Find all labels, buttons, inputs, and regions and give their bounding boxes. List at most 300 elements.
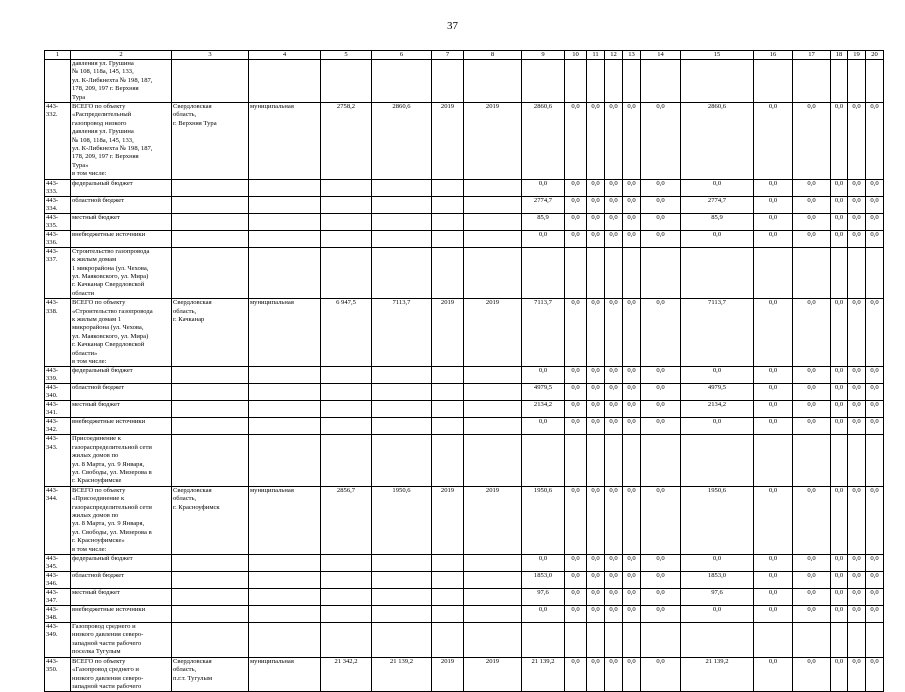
table-cell [565,60,587,103]
table-cell: 0,0 [587,230,605,247]
table-cell [249,196,321,213]
table-cell: муниципальная [249,103,321,180]
row-name-cell: областной бюджет [71,572,172,589]
table-cell: 0,0 [641,606,681,623]
table-cell: 0,0 [848,401,866,418]
table-cell: 0,0 [623,196,641,213]
table-cell: Свердловская область, п.г.т. Тугулым [172,657,249,692]
column-header: 14 [641,51,681,60]
table-cell: 0,0 [623,572,641,589]
table-cell: 2019 [464,486,522,554]
table-row [45,657,884,692]
table-cell: 0,0 [522,555,565,572]
table-cell: 0,0 [587,384,605,401]
table-cell: 0,0 [565,299,587,367]
table-cell: 0,0 [793,555,831,572]
table-cell: 0,0 [641,367,681,384]
table-row [45,606,884,623]
table-cell [641,247,681,298]
row-code-cell: 443-344. [45,486,71,554]
table-cell: 0,0 [623,179,641,196]
table-cell: 0,0 [605,401,623,418]
table-cell: Свердловская область, г. Качканар [172,299,249,367]
table-cell: 0,0 [754,299,793,367]
table-cell: 0,0 [522,606,565,623]
table-cell: 0,0 [754,213,793,230]
table-cell: 0,0 [754,486,793,554]
table-cell: 2134,2 [681,401,754,418]
table-cell: 2758,2 [321,103,372,180]
table-cell: 0,0 [605,196,623,213]
table-cell: 2019 [432,486,464,554]
row-name-cell: Газопровод среднего и низкого давления северо- западной части рабочего поселка Тугулым [71,623,172,658]
table-cell [522,247,565,298]
table-cell [321,572,372,589]
row-code-cell: 443-350. [45,657,71,692]
table-cell: 0,0 [848,572,866,589]
table-cell [605,247,623,298]
column-header: 5 [321,51,372,60]
table-cell: 0,0 [605,657,623,692]
table-cell: 0,0 [848,179,866,196]
table-cell [249,230,321,247]
table-cell [587,60,605,103]
table-cell: 7113,7 [372,299,432,367]
table-cell [866,435,884,486]
column-header: 11 [587,51,605,60]
table-cell [249,418,321,435]
table-cell [249,179,321,196]
table-cell: 2774,7 [522,196,565,213]
table-cell: 0,0 [831,103,848,180]
table-cell: 0,0 [866,213,884,230]
table-cell: 0,0 [831,572,848,589]
table-cell: 0,0 [831,486,848,554]
table-cell: 0,0 [681,606,754,623]
table-cell: 0,0 [605,418,623,435]
table-cell: 2134,2 [522,401,565,418]
table-cell: 2860,6 [681,103,754,180]
table-cell: 0,0 [605,213,623,230]
table-cell [372,213,432,230]
table-cell [848,435,866,486]
table-cell: 6 947,5 [321,299,372,367]
row-code-cell: 443-333. [45,179,71,196]
table-cell: 0,0 [641,179,681,196]
table-cell: 0,0 [641,555,681,572]
table-cell: 0,0 [831,196,848,213]
table-row [45,555,884,572]
row-name-cell: ВСЕГО по объекту «Строительство газопровода к жилым домам 1 микрорайона (ул. Чехова, ул. Маяковского, ул. Мира) г. Качканар Свердловской области» в том числе: [71,299,172,367]
table-cell: 0,0 [848,230,866,247]
table-cell [172,418,249,435]
table-cell: 0,0 [587,213,605,230]
table-cell: 0,0 [866,299,884,367]
table-cell [372,435,432,486]
table-cell [372,230,432,247]
table-cell: 2019 [432,299,464,367]
table-cell [793,60,831,103]
row-code-cell: 443-334. [45,196,71,213]
table-cell [372,418,432,435]
table-cell: 0,0 [565,606,587,623]
table-cell [605,60,623,103]
row-code-cell: 443-339. [45,367,71,384]
table-cell [321,213,372,230]
row-code-cell: 443-342. [45,418,71,435]
table-cell: 0,0 [587,555,605,572]
table-cell [321,179,372,196]
table-cell: 2019 [464,657,522,692]
table-cell: 2019 [464,299,522,367]
table-cell: 1950,6 [681,486,754,554]
table-cell: 0,0 [866,418,884,435]
table-cell: 0,0 [793,103,831,180]
table-cell: 0,0 [623,401,641,418]
table-cell [432,555,464,572]
row-code-cell: 443-336. [45,230,71,247]
table-cell [754,435,793,486]
table-cell: 0,0 [623,367,641,384]
table-cell [587,247,605,298]
table-cell: 0,0 [565,367,587,384]
table-cell: 0,0 [565,589,587,606]
table-cell: 7113,7 [522,299,565,367]
table-cell [172,196,249,213]
column-header: 4 [249,51,321,60]
table-cell [249,384,321,401]
column-header: 9 [522,51,565,60]
table-cell: 0,0 [641,384,681,401]
table-cell: 0,0 [866,555,884,572]
table-cell [432,384,464,401]
table-cell [432,230,464,247]
table-cell: 0,0 [605,384,623,401]
table-cell: 0,0 [641,589,681,606]
table-cell: 0,0 [587,418,605,435]
table-cell: 0,0 [848,367,866,384]
table-cell: 0,0 [754,230,793,247]
table-cell: 1853,0 [522,572,565,589]
table-cell: 0,0 [754,179,793,196]
table-cell [464,606,522,623]
table-cell [641,60,681,103]
table-cell [464,418,522,435]
table-cell: 0,0 [623,230,641,247]
row-code-cell: 443-346. [45,572,71,589]
table-cell: 0,0 [793,299,831,367]
table-cell: 0,0 [623,589,641,606]
table-cell [464,213,522,230]
table-cell [321,401,372,418]
table-row [45,418,884,435]
table-cell: 0,0 [848,384,866,401]
row-name-cell: федеральный бюджет [71,555,172,572]
row-name-cell: давления ул. Грушина № 108, 118а, 145, 133, ул. К-Либкнехта № 198, 187, 178, 209, 197 г. Верхняя Тура [71,60,172,103]
table-cell: 0,0 [754,606,793,623]
table-cell: 0,0 [623,418,641,435]
table-cell: 0,0 [605,179,623,196]
table-cell: 0,0 [866,606,884,623]
table-cell: 0,0 [831,589,848,606]
table-cell: 0,0 [866,401,884,418]
table-cell: Свердловская область, г. Верхняя Тура [172,103,249,180]
table-cell: 21 139,2 [681,657,754,692]
table-cell [172,606,249,623]
table-cell: 0,0 [793,572,831,589]
table-cell [372,247,432,298]
table-row [45,367,884,384]
table-cell: 4979,5 [522,384,565,401]
table-cell: 0,0 [587,196,605,213]
table-cell: 0,0 [866,179,884,196]
table-cell [464,589,522,606]
table-cell: 0,0 [605,299,623,367]
table-row [45,486,884,554]
table-cell: 1853,0 [681,572,754,589]
table-row [45,196,884,213]
table-cell [321,435,372,486]
table-cell: 0,0 [793,179,831,196]
row-name-cell: внебюджетные источники [71,230,172,247]
table-cell: 0,0 [831,367,848,384]
row-code-cell: 443-335. [45,213,71,230]
table-cell: 0,0 [623,213,641,230]
table-cell [464,572,522,589]
row-name-cell: Строительство газопровода к жилым домам 1 микрорайона (ул. Чехова, ул. Маяковского, ул. Мира) г. Качканар Свердловской области [71,247,172,298]
column-header: 10 [565,51,587,60]
table-cell: 2856,7 [321,486,372,554]
table-cell: 0,0 [565,418,587,435]
table-cell: 0,0 [522,418,565,435]
table-cell: 0,0 [848,213,866,230]
table-cell [249,572,321,589]
table-cell: 0,0 [623,486,641,554]
table-cell: 0,0 [522,179,565,196]
table-cell [432,179,464,196]
table-cell: 0,0 [641,657,681,692]
table-cell [464,555,522,572]
table-cell [321,367,372,384]
table-cell: 0,0 [793,230,831,247]
table-cell: 0,0 [565,384,587,401]
table-cell: 1950,6 [372,486,432,554]
table-cell: 0,0 [605,555,623,572]
table-cell: 0,0 [754,572,793,589]
table-cell: 0,0 [623,606,641,623]
table-row [45,179,884,196]
table-cell: 0,0 [641,103,681,180]
table-cell [249,401,321,418]
table-cell: 21 342,2 [321,657,372,692]
table-cell: 0,0 [831,384,848,401]
column-header: 15 [681,51,754,60]
table-cell: 0,0 [848,418,866,435]
table-cell [172,435,249,486]
table-cell: 0,0 [831,606,848,623]
column-header: 8 [464,51,522,60]
table-cell [464,367,522,384]
table-cell: 0,0 [641,213,681,230]
table-cell: 0,0 [793,213,831,230]
table-cell [432,418,464,435]
table-cell [249,213,321,230]
table-row [45,435,884,486]
table-cell: 0,0 [754,589,793,606]
table-cell [605,435,623,486]
column-header: 7 [432,51,464,60]
table-cell: 0,0 [605,230,623,247]
table-cell: 0,0 [587,606,605,623]
table-cell: 0,0 [848,103,866,180]
table-row [45,572,884,589]
table-cell [793,247,831,298]
table-cell: 0,0 [681,555,754,572]
table-cell [172,60,249,103]
investment-table [44,50,884,692]
table-cell: 21 139,2 [372,657,432,692]
table-cell: 0,0 [587,572,605,589]
table-cell [372,589,432,606]
table-cell: 0,0 [641,230,681,247]
row-name-cell: внебюджетные источники [71,606,172,623]
table-cell [432,589,464,606]
table-cell [464,401,522,418]
table-cell: муниципальная [249,299,321,367]
table-cell [565,435,587,486]
table-cell [172,555,249,572]
table-cell: 0,0 [866,367,884,384]
table-cell [681,60,754,103]
table-cell: 0,0 [623,555,641,572]
table-cell: 0,0 [793,589,831,606]
table-cell [793,435,831,486]
table-cell: 97,6 [681,589,754,606]
table-cell: 0,0 [866,657,884,692]
table-cell [522,60,565,103]
row-code-cell: 443-341. [45,401,71,418]
table-row [45,103,884,180]
table-cell: 0,0 [793,657,831,692]
table-cell: 0,0 [831,299,848,367]
table-cell: 0,0 [848,486,866,554]
table-cell [432,435,464,486]
table-cell: 0,0 [793,384,831,401]
row-code-cell: 443-340. [45,384,71,401]
table-cell [172,401,249,418]
row-code-cell: 443-348. [45,606,71,623]
table-cell [587,435,605,486]
table-cell [464,435,522,486]
column-header: 18 [831,51,848,60]
table-cell: 0,0 [641,196,681,213]
table-cell [831,247,848,298]
table-cell: 0,0 [831,213,848,230]
column-header: 19 [848,51,866,60]
table-cell [464,230,522,247]
row-name-cell: Присоединение к газораспределительной сети жилых домов по ул. 8 Марта, ул. 9 Января, ул. Свободы, ул. Мизерова в г. Красноуфимске [71,435,172,486]
table-cell: 0,0 [848,555,866,572]
table-cell [172,589,249,606]
row-code-cell: 443-338. [45,299,71,367]
table-cell [249,367,321,384]
table-row [45,230,884,247]
table-cell: 0,0 [793,418,831,435]
row-code-cell: 443-337. [45,247,71,298]
table-cell: 0,0 [605,589,623,606]
table-cell [172,247,249,298]
table-cell [372,60,432,103]
table-cell: 0,0 [587,179,605,196]
table-cell: 0,0 [866,196,884,213]
table-cell: 2774,7 [681,196,754,213]
column-header: 20 [866,51,884,60]
table-cell: 0,0 [623,103,641,180]
table-cell [372,572,432,589]
table-cell: 0,0 [754,367,793,384]
table-cell: 0,0 [831,555,848,572]
table-cell: 2860,6 [522,103,565,180]
table-cell: 0,0 [587,486,605,554]
table-cell: 0,0 [641,486,681,554]
table-cell [432,213,464,230]
row-name-cell: областной бюджет [71,384,172,401]
table-cell: 0,0 [754,418,793,435]
table-cell: 0,0 [793,196,831,213]
column-header: 2 [71,51,172,60]
table-cell: 0,0 [605,606,623,623]
table-cell: 0,0 [831,657,848,692]
row-name-cell: областной бюджет [71,196,172,213]
row-name-cell: федеральный бюджет [71,179,172,196]
table-cell: 0,0 [754,555,793,572]
table-cell: 0,0 [587,657,605,692]
row-name-cell: ВСЕГО по объекту «Газопровод среднего и низкого давления северо- западной части рабочего [71,657,172,692]
table-cell: 0,0 [793,606,831,623]
table-cell: 0,0 [587,589,605,606]
table-cell: 0,0 [565,196,587,213]
column-header: 12 [605,51,623,60]
table-cell: 0,0 [641,418,681,435]
table-cell [249,606,321,623]
table-cell: 85,9 [522,213,565,230]
table-cell: 2019 [432,657,464,692]
table-cell: 1950,6 [522,486,565,554]
table-cell: 0,0 [565,230,587,247]
table-cell [432,196,464,213]
header-row [45,51,884,60]
row-name-cell: ВСЕГО по объекту «Присоединение к газораспределительной сети жилых домов по ул. 8 Марта, ул. 9 Января, ул. Свободы, ул. Мизерова в г. Красноуфимске» в том числе: [71,486,172,554]
table-cell [249,589,321,606]
table-cell: 2860,6 [372,103,432,180]
table-cell: 0,0 [866,384,884,401]
row-name-cell: местный бюджет [71,401,172,418]
table-cell: 0,0 [848,196,866,213]
table-cell: 0,0 [522,367,565,384]
table-cell [681,247,754,298]
table-cell [754,60,793,103]
table-cell [641,435,681,486]
table-cell: 0,0 [565,179,587,196]
table-cell: 0,0 [587,401,605,418]
table-cell [372,196,432,213]
table-cell: 0,0 [565,657,587,692]
table-cell [866,60,884,103]
table-cell: 0,0 [605,367,623,384]
table-cell: 0,0 [623,657,641,692]
table-cell: 7113,7 [681,299,754,367]
table-cell: 0,0 [587,103,605,180]
